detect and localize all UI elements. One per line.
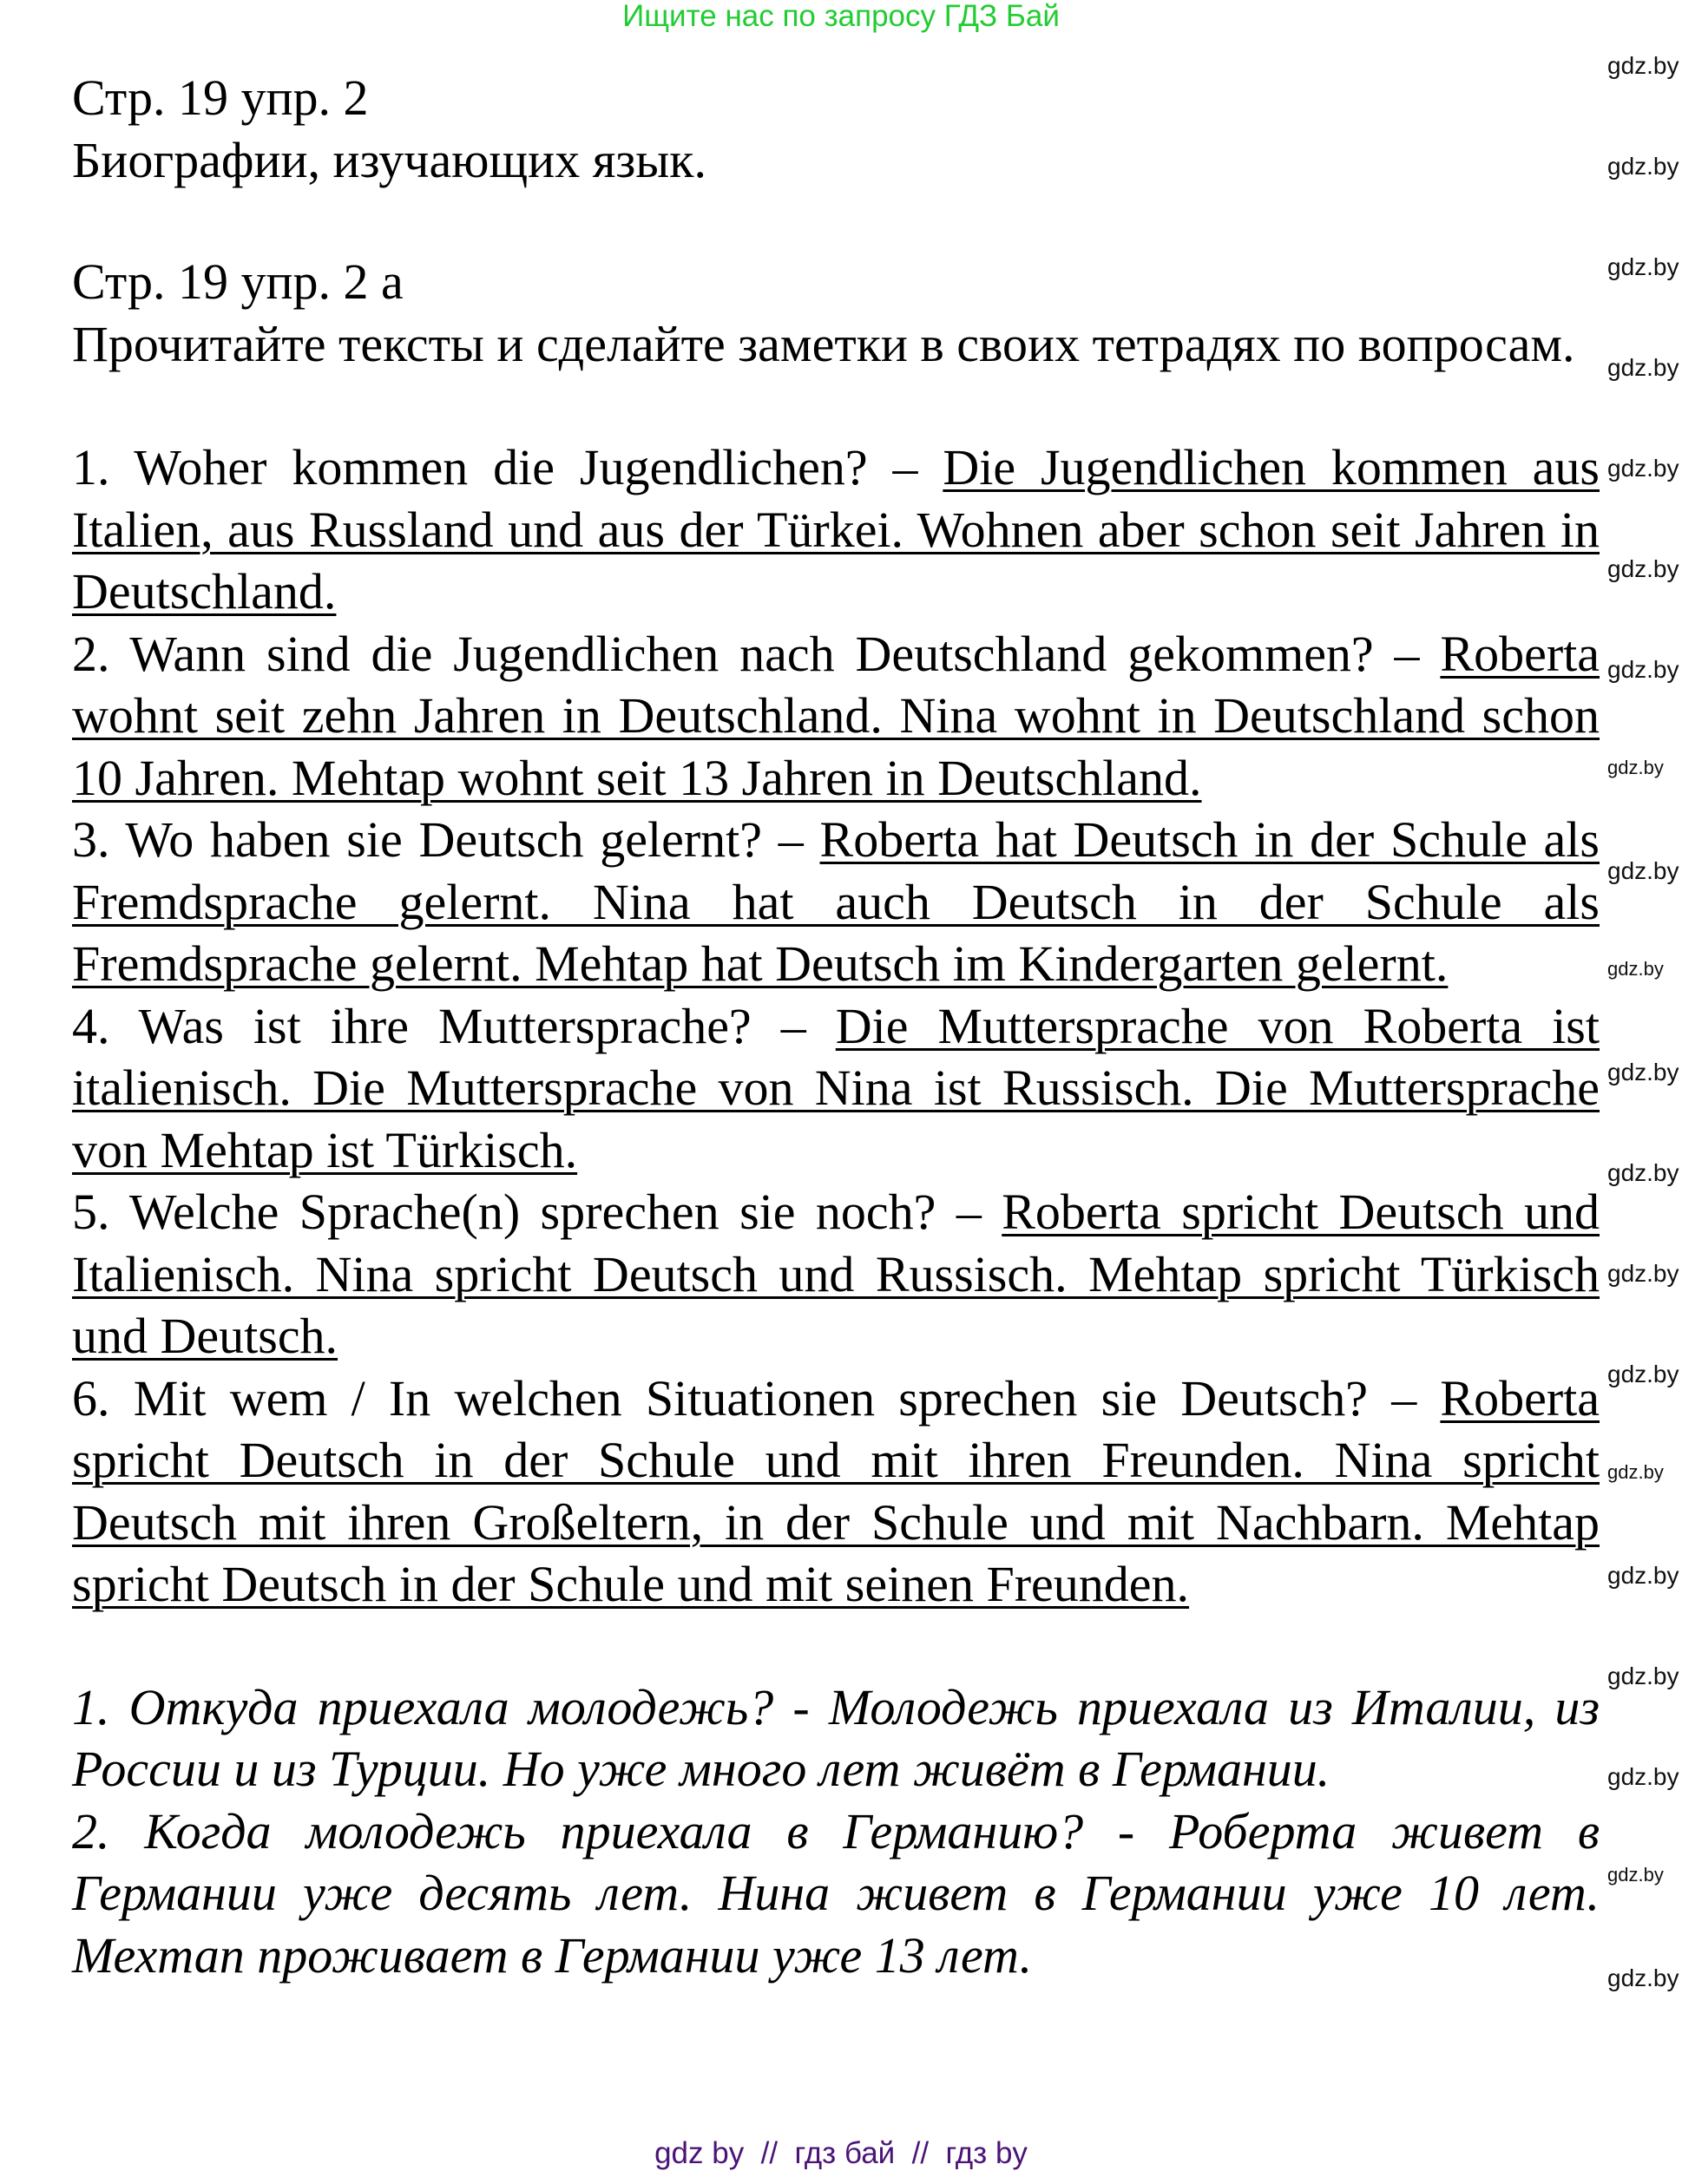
watermark: gdz.by bbox=[1607, 354, 1679, 381]
answer: Roberta spricht Deutsch in der Schule und mit ihren Freunden. Nina spricht Deutsch mit ihren Großeltern, in der Schule und mit Nachbarn. Mehtap spricht Deutsch in der Schule und mit seinen Freunden. bbox=[72, 1369, 1600, 1612]
qa-list bbox=[72, 436, 1600, 1616]
watermark: gdz.by bbox=[1607, 1663, 1679, 1689]
translation-item: 1. Откуда приехала молодежь? - Молодежь приехала из Италии, из России и из Турции. Но уже много лет живёт в Германии. bbox=[72, 1678, 1600, 1797]
watermark: gdz.by bbox=[1607, 656, 1679, 683]
section-2 bbox=[72, 251, 1600, 375]
qa-item bbox=[72, 809, 1600, 995]
watermark: gdz.by bbox=[1607, 1964, 1679, 1991]
qa-item bbox=[72, 1367, 1600, 1616]
watermark: gdz.by bbox=[1607, 455, 1679, 482]
watermark: gdz.by bbox=[1607, 958, 1664, 980]
question: 1. Woher kommen die Jugendlichen? – bbox=[72, 439, 943, 495]
watermark: gdz.by bbox=[1607, 1864, 1664, 1886]
content bbox=[72, 67, 1600, 1986]
question: 5. Welche Sprache(n) sprechen sie noch? – bbox=[72, 1184, 1002, 1240]
answer: Die Jugendlichen kommen aus Italien, aus Russland und aus der Türkei. Wohnen aber schon seit Jahren in Deutschland. bbox=[72, 439, 1600, 620]
watermark: gdz.by bbox=[1607, 52, 1679, 79]
watermark: gdz.by bbox=[1607, 1059, 1679, 1085]
watermark: gdz.by bbox=[1607, 757, 1664, 778]
question: 2. Wann sind die Jugendlichen nach Deutschland gekommen? – bbox=[72, 625, 1441, 682]
answer: Roberta spricht Deutsch und Italienisch. Nina spricht Deutsch und Russisch. Mehtap spricht Türkisch und Deutsch. bbox=[72, 1184, 1600, 1364]
watermark: gdz.by bbox=[1607, 153, 1679, 180]
watermark: gdz.by bbox=[1607, 555, 1679, 582]
qa-item bbox=[72, 623, 1600, 810]
watermark: gdz.by bbox=[1607, 1361, 1679, 1387]
watermark: gdz.by bbox=[1607, 1159, 1679, 1186]
question: 6. Mit wem / In welchen Situationen sprechen sie Deutsch? – bbox=[72, 1369, 1441, 1426]
answer: Die Muttersprache von Roberta ist italienisch. Die Muttersprache von Nina ist Russisch. Die Muttersprache von Mehtap ist Türkisch. bbox=[72, 997, 1600, 1178]
translation bbox=[72, 1676, 1600, 1987]
qa-item bbox=[72, 995, 1600, 1182]
answer: Roberta wohnt seit zehn Jahren in Deutschland. Nina wohnt in Deutschland schon 10 Jahren. Mehtap wohnt seit 13 Jahren in Deutschland. bbox=[72, 625, 1600, 806]
question: 4. Was ist ihre Muttersprache? – bbox=[72, 997, 836, 1054]
watermark: gdz.by bbox=[1607, 1562, 1679, 1589]
qa-item bbox=[72, 436, 1600, 623]
watermark: gdz.by bbox=[1607, 1461, 1664, 1483]
translation-item: 2. Когда молодежь приехала в Германию? - Роберта живет в Германии уже десять лет. Нина живет в Германии уже 10 лет. Мехтап проживает в Германии уже 13 лет. bbox=[72, 1802, 1600, 1984]
watermark: gdz.by bbox=[1607, 857, 1679, 884]
section-1-text: Биографии, изучающих язык. bbox=[72, 131, 706, 188]
watermark: gdz.by bbox=[1607, 1260, 1679, 1287]
watermark: gdz.by bbox=[1607, 253, 1679, 280]
answer: Roberta hat Deutsch in der Schule als Fremdsprache gelernt. Nina hat auch Deutsch in der Schule als Fremdsprache gelernt. Mehtap hat Deutsch im Kindergarten gelernt. bbox=[72, 811, 1600, 992]
section-2-title: Стр. 19 упр. 2 a bbox=[72, 253, 404, 310]
footer-links: gdz by // гдз бай // гдз by bbox=[654, 2136, 1028, 2170]
qa-item bbox=[72, 1181, 1600, 1367]
search-banner: Ищите нас по запросу ГДЗ Бай bbox=[622, 0, 1060, 33]
section-2-text: Прочитайте тексты и сделайте заметки в своих тетрадях по вопросам. bbox=[72, 315, 1575, 372]
section-1-title: Стр. 19 упр. 2 bbox=[72, 69, 369, 126]
section-1 bbox=[72, 67, 1600, 191]
question: 3. Wo haben sie Deutsch gelernt? – bbox=[72, 811, 820, 868]
watermark: gdz.by bbox=[1607, 1763, 1679, 1790]
